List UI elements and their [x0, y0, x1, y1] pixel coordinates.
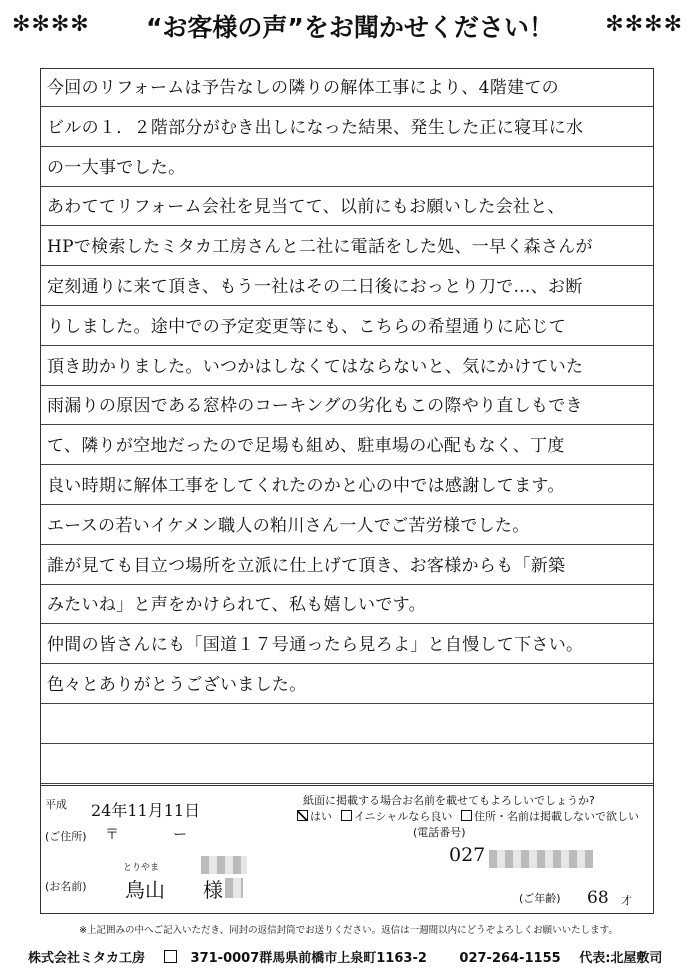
age-label: (ご年齢) [519, 892, 561, 905]
comment-line: 良い時期に解体工事をしてくれたのかと心の中では感謝してます。 [41, 467, 653, 505]
comment-line [41, 746, 653, 784]
company-phone: 027-264-1155 [459, 951, 561, 966]
date-value: 24年11月11日 [91, 801, 201, 820]
consent-question: 紙面に掲載する場合お名前を載せてもよろしいでしょうか? [303, 794, 595, 807]
comment-line: 雨漏りの原因である窓枠のコーキングの劣化もこの際やり直しもでき [41, 387, 653, 425]
company-address: 371-0007群馬県前橋市上泉町1163-2 [164, 951, 441, 966]
comment-line: ビルの１．２階部分がむき出しになった結果、発生した正に寝耳に水 [41, 109, 653, 147]
name-value: 鳥山 [125, 878, 165, 902]
address-label: (ご住所) [45, 830, 87, 843]
decorative-stars-left: ✻✻✻✻ [12, 12, 90, 37]
postal-dash: ー [173, 827, 187, 843]
checkbox-icon [461, 810, 472, 821]
comment-line: 仲間の皆さんにも「国道１７号通ったら見ろよ」と自慢して下さい。 [41, 626, 653, 664]
name-furigana: とりやま [123, 863, 160, 873]
page-header [0, 6, 697, 42]
comment-line: て、隣りが空地だったので足場も組め、駐車場の心配もなく、丁度 [41, 427, 653, 465]
era-label: 平成 [45, 798, 67, 811]
representative: 代表:北屋敷司 [579, 951, 663, 966]
comment-line: 定刻通りに来て頂き、もう一社はその二日後におっとり刀で…、お断 [41, 268, 653, 306]
page-title: “お客様の声”をお聞かせください！ [146, 13, 554, 42]
customer-info-form [40, 786, 654, 914]
phone-redacted [489, 850, 593, 868]
name-redacted-2 [225, 878, 243, 898]
comment-line: 頂き助かりました。いつかはしなくてはならないと、気にかけていた [41, 348, 653, 386]
decorative-stars-right: ✻✻✻✻ [605, 12, 683, 37]
comment-line [41, 706, 653, 744]
option-initial: イニシャルなら良い [341, 808, 452, 824]
checkbox-icon [341, 810, 352, 821]
comment-line: エースの若いイケメン職人の粕川さん一人でご苦労様でした。 [41, 507, 653, 545]
postal-mark: 〒 [105, 827, 119, 843]
phone-label: (電話番号) [413, 826, 466, 839]
company-name: 株式会社ミタカ工房 [28, 951, 146, 966]
comment-lined-area [40, 68, 654, 786]
comment-line: 色々とありがとうございました。 [41, 666, 653, 704]
comment-line: 誰が見ても目立つ場所を立派に仕上げて頂き、お客様からも「新築 [41, 547, 653, 585]
phone-prefix: 027 [449, 844, 486, 866]
instruction-note: ※上記囲みの中へご記入いただき、同封の返信封筒でお送りください。返信は一週間以内にどうぞよろしくお願いいたします。 [79, 925, 618, 936]
age-value: 68 [587, 888, 609, 908]
comment-line: の一大事でした。 [41, 149, 653, 187]
postal-icon [164, 950, 177, 963]
comment-line: あわててリフォーム会社を見当てて、以前にもお願いした会社と、 [41, 188, 653, 226]
age-unit: 才 [621, 894, 632, 907]
checked-checkbox-icon [297, 810, 308, 821]
option-yes: はい [297, 808, 332, 824]
name-label: (お名前) [45, 880, 87, 893]
comment-line: りしました。途中での予定変更等にも、こちらの希望通りに応じて [41, 308, 653, 346]
honorific: 様 [203, 878, 223, 902]
comment-line: HPで検索したミタカ工房さんと二社に電話をした処、一早く森さんが [41, 228, 653, 266]
comment-line: 今回のリフォームは予告なしの隣りの解体工事により、4階建ての [41, 69, 653, 107]
footer-contact [28, 947, 662, 966]
comment-line: みたいね」と声をかけられて、私も嬉しいです。 [41, 586, 653, 624]
option-no: 住所・名前は掲載しないで欲しい [461, 808, 639, 824]
name-redacted [201, 856, 247, 874]
